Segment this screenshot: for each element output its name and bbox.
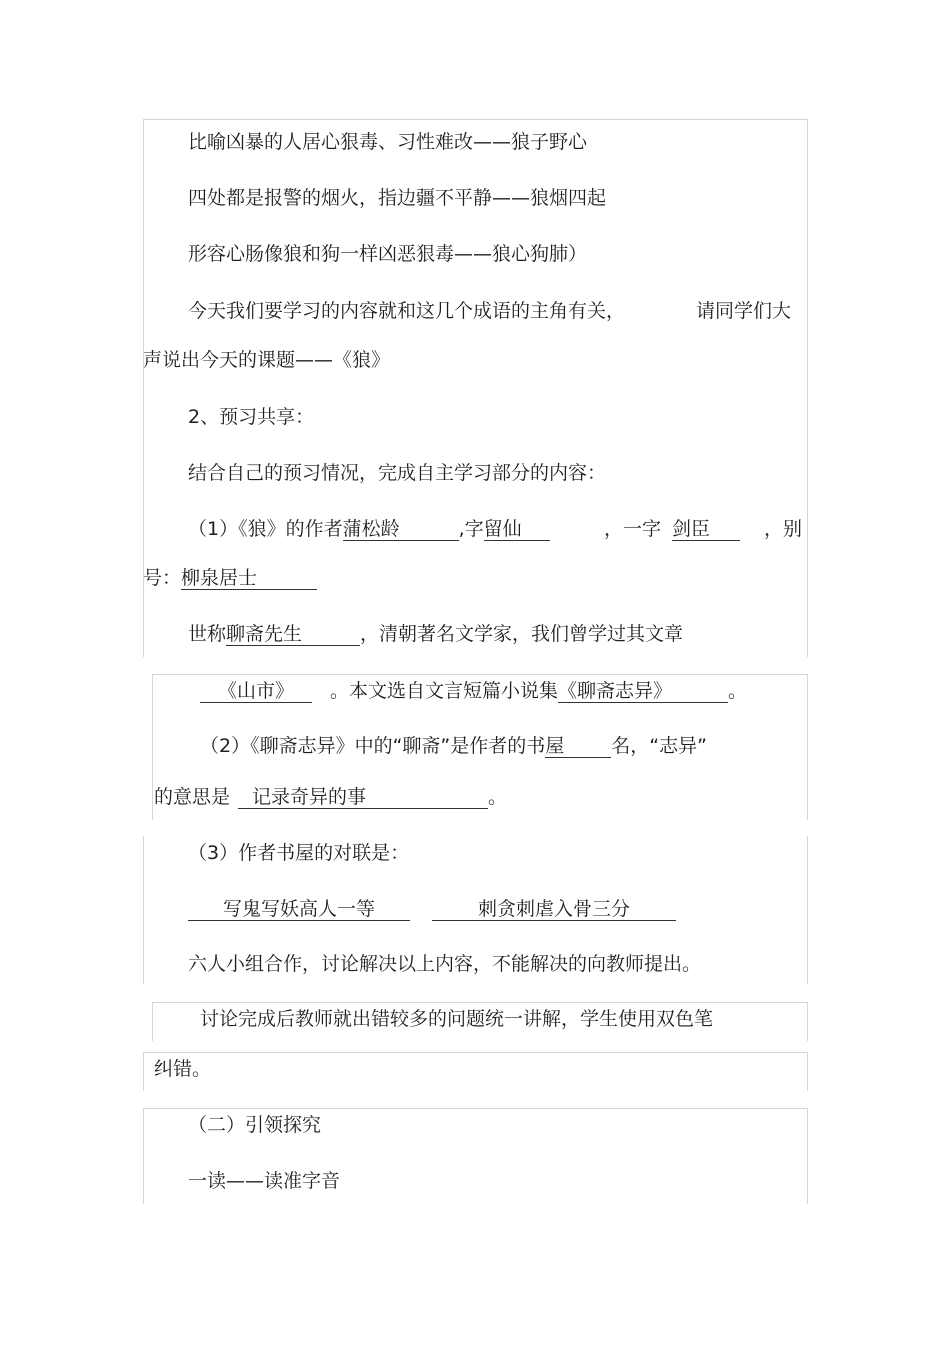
q2b-line	[154, 784, 507, 810]
q2-rest: 名，“志异”	[611, 735, 707, 757]
group-work-line: 六人小组合作，讨论解决以上内容，不能解决的向教师提出。	[188, 953, 702, 975]
section-heading-explore: （二）引领探究	[188, 1114, 322, 1136]
q1-hao-label: 号：	[143, 567, 182, 589]
idiom-line-2: 四处都是报警的烟火，指边疆不平静——狼烟四起	[188, 187, 607, 209]
q1-author-blank: 蒲松龄	[343, 518, 459, 541]
q2b-end: 。	[488, 786, 508, 808]
section-heading-preview: 2、预习共享：	[188, 406, 315, 428]
q1-line	[188, 516, 550, 542]
q2b-answer-blank: 记录奇异的事	[238, 786, 488, 809]
q1-zi-label: ,字	[458, 518, 484, 540]
couplet-line	[188, 896, 676, 922]
q1-bie: ，别	[764, 518, 803, 540]
q1-hao-blank: 柳泉居士	[181, 567, 317, 590]
q1b-label: 世称	[188, 623, 227, 645]
q3-line: （3）作者书屋的对联是：	[188, 842, 410, 864]
q1-zi-blank: 留仙	[484, 518, 550, 541]
q1b-rest: ，清朝著名文学家，我们曾学过其文章	[360, 623, 684, 645]
intro-line-c: 声说出今天的课题——《狼》	[143, 349, 391, 371]
intro-line-a: 今天我们要学习的内容就和这几个成语的主角有关，	[188, 300, 626, 322]
q1c-mid: 。本文选自文言短篇小说集	[330, 680, 559, 702]
idiom-line-3: 形容心肠像狼和狗一样凶恶狠毒——狼心狗肺）	[188, 243, 588, 265]
discussion-line-1: 讨论完成后教师就出错较多的问题统一讲解，学生使用双色笔	[200, 1008, 714, 1030]
q1b-title-blank: 聊斋先生	[226, 623, 360, 646]
q1-hao-line	[143, 565, 317, 591]
q1-yizi-blank: 剑臣	[672, 518, 740, 541]
q1c-work-blank: 《山市》	[200, 680, 312, 703]
q1c-end: 。	[728, 680, 748, 702]
instruction-line: 结合自己的预习情况，完成自主学习部分的内容：	[188, 462, 607, 484]
q2-prefix: （2）《聊斋志异》中的“聊斋”是作者的书	[200, 735, 546, 757]
q1b-line	[188, 621, 683, 647]
reading-step-1: 一读——读准字音	[188, 1170, 341, 1192]
discussion-line-2: 纠错。	[154, 1058, 212, 1080]
q1c-collection-blank: 《聊斋志异》	[558, 680, 728, 703]
idiom-line-1: 比喻凶暴的人居心狠毒、习性难改——狼子野心	[188, 131, 588, 153]
text-frame-5	[143, 1052, 808, 1091]
q1-yizi-label: ，一字	[604, 518, 662, 540]
intro-line-b: 请同学们大	[696, 300, 792, 322]
q1-yizi-wrap	[672, 516, 740, 542]
q1-prefix: （1）《狼》的作者	[188, 518, 343, 540]
q2-answer-blank: 屋	[545, 735, 611, 758]
couplet-first-blank: 写鬼写妖高人一等	[188, 898, 410, 921]
couplet-second-blank: 刺贪刺虐入骨三分	[432, 898, 676, 921]
q2-line	[200, 733, 707, 759]
q2b-label: 的意思是	[154, 786, 231, 808]
q1c-line	[200, 678, 747, 704]
